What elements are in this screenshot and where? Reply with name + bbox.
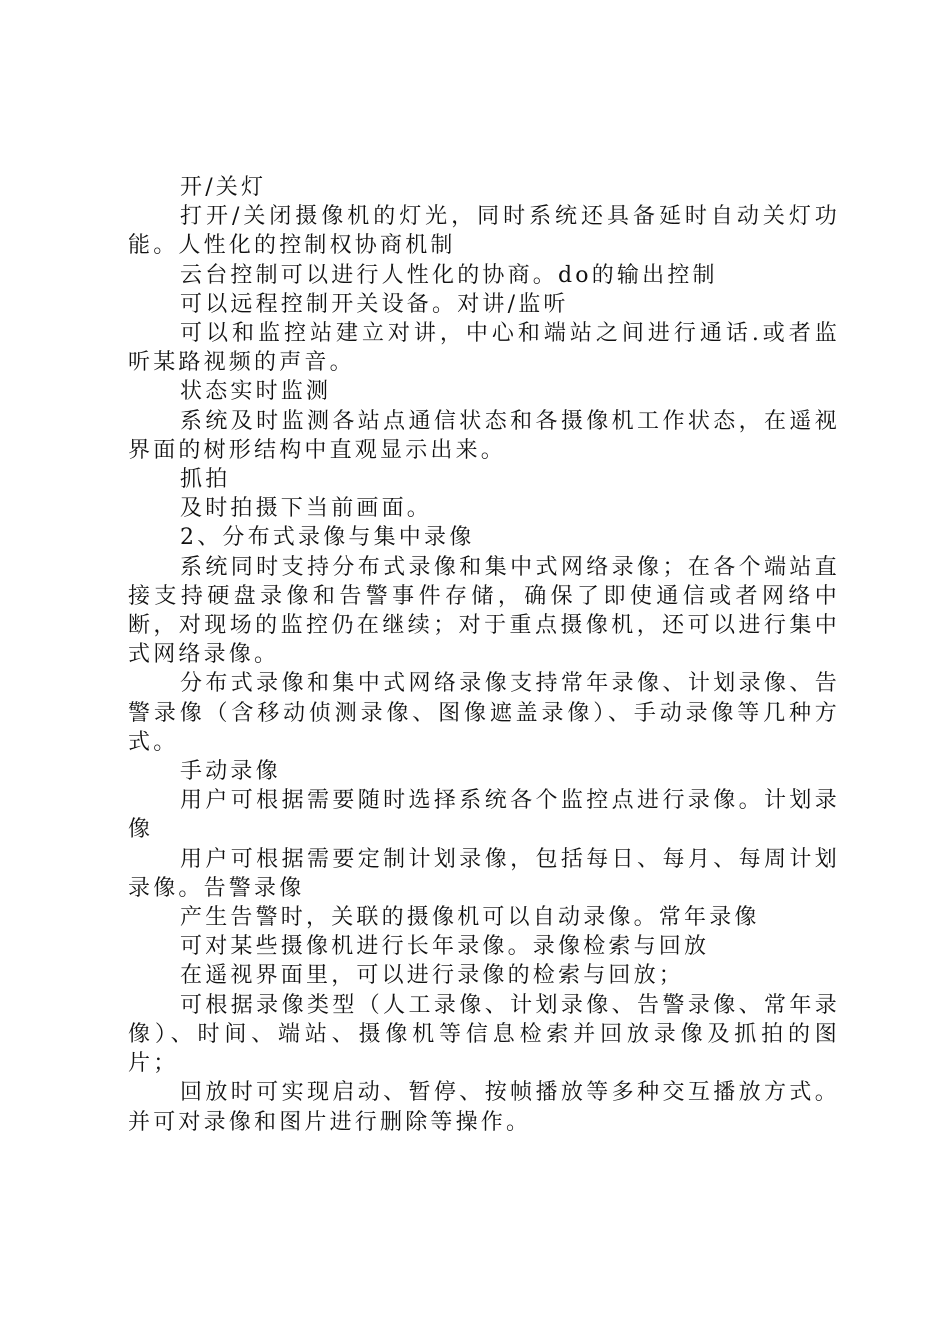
paragraph: 抓拍 — [180, 467, 231, 493]
paragraph: 在遥视界面里，可以进行录像的检索与回放； — [180, 963, 685, 989]
paragraph: 可根据录像类型（人工录像、计划录像、告警录像、常年录像）、时间、端站、摄像机等信息检索并回放录像及抓拍的图片； — [128, 992, 840, 1077]
paragraph: 系统同时支持分布式录像和集中式网络录像；在各个端站直接支持硬盘录像和告警事件存储，确保了即使通信或者网络中断，对现场的监控仍在继续；对于重点摄像机，还可以进行集中式网络录像。 — [128, 554, 840, 668]
paragraph: 用户可根据需要定制计划录像，包括每日、每月、每周计划录像。告警录像 — [128, 846, 840, 901]
paragraph: 产生告警时，关联的摄像机可以自动录像。常年录像 — [180, 905, 760, 931]
paragraph: 云台控制可以进行人性化的协商。do的输出控制 — [180, 262, 718, 288]
document-body — [128, 173, 840, 1137]
paragraph: 可以远程控制开关设备。对讲/监听 — [180, 291, 569, 317]
paragraph: 用户可根据需要随时选择系统各个监控点进行录像。计划录像 — [128, 788, 840, 843]
paragraph: 可对某些摄像机进行长年录像。录像检索与回放 — [180, 934, 710, 960]
paragraph: 开/关灯 — [180, 175, 267, 200]
paragraph: 回放时可实现启动、暂停、按帧播放等多种交互播放方式。并可对录像和图片进行删除等操作。 — [128, 1080, 840, 1135]
section-heading: 2、分布式录像与集中录像 — [180, 525, 475, 551]
paragraph: 打开/关闭摄像机的灯光，同时系统还具备延时自动关灯功能。人性化的控制权协商机制 — [128, 204, 840, 259]
paragraph: 状态实时监测 — [180, 379, 332, 405]
paragraph: 可以和监控站建立对讲，中心和端站之间进行通话.或者监听某路视频的声音。 — [128, 321, 840, 376]
paragraph: 系统及时监测各站点通信状态和各摄像机工作状态，在遥视界面的树形结构中直观显示出来。 — [128, 408, 840, 463]
paragraph: 及时拍摄下当前画面。 — [180, 496, 433, 522]
paragraph: 分布式录像和集中式网络录像支持常年录像、计划录像、告警录像（含移动侦测录像、图像遮盖录像）、手动录像等几种方式。 — [128, 671, 840, 755]
paragraph: 手动录像 — [180, 759, 281, 785]
